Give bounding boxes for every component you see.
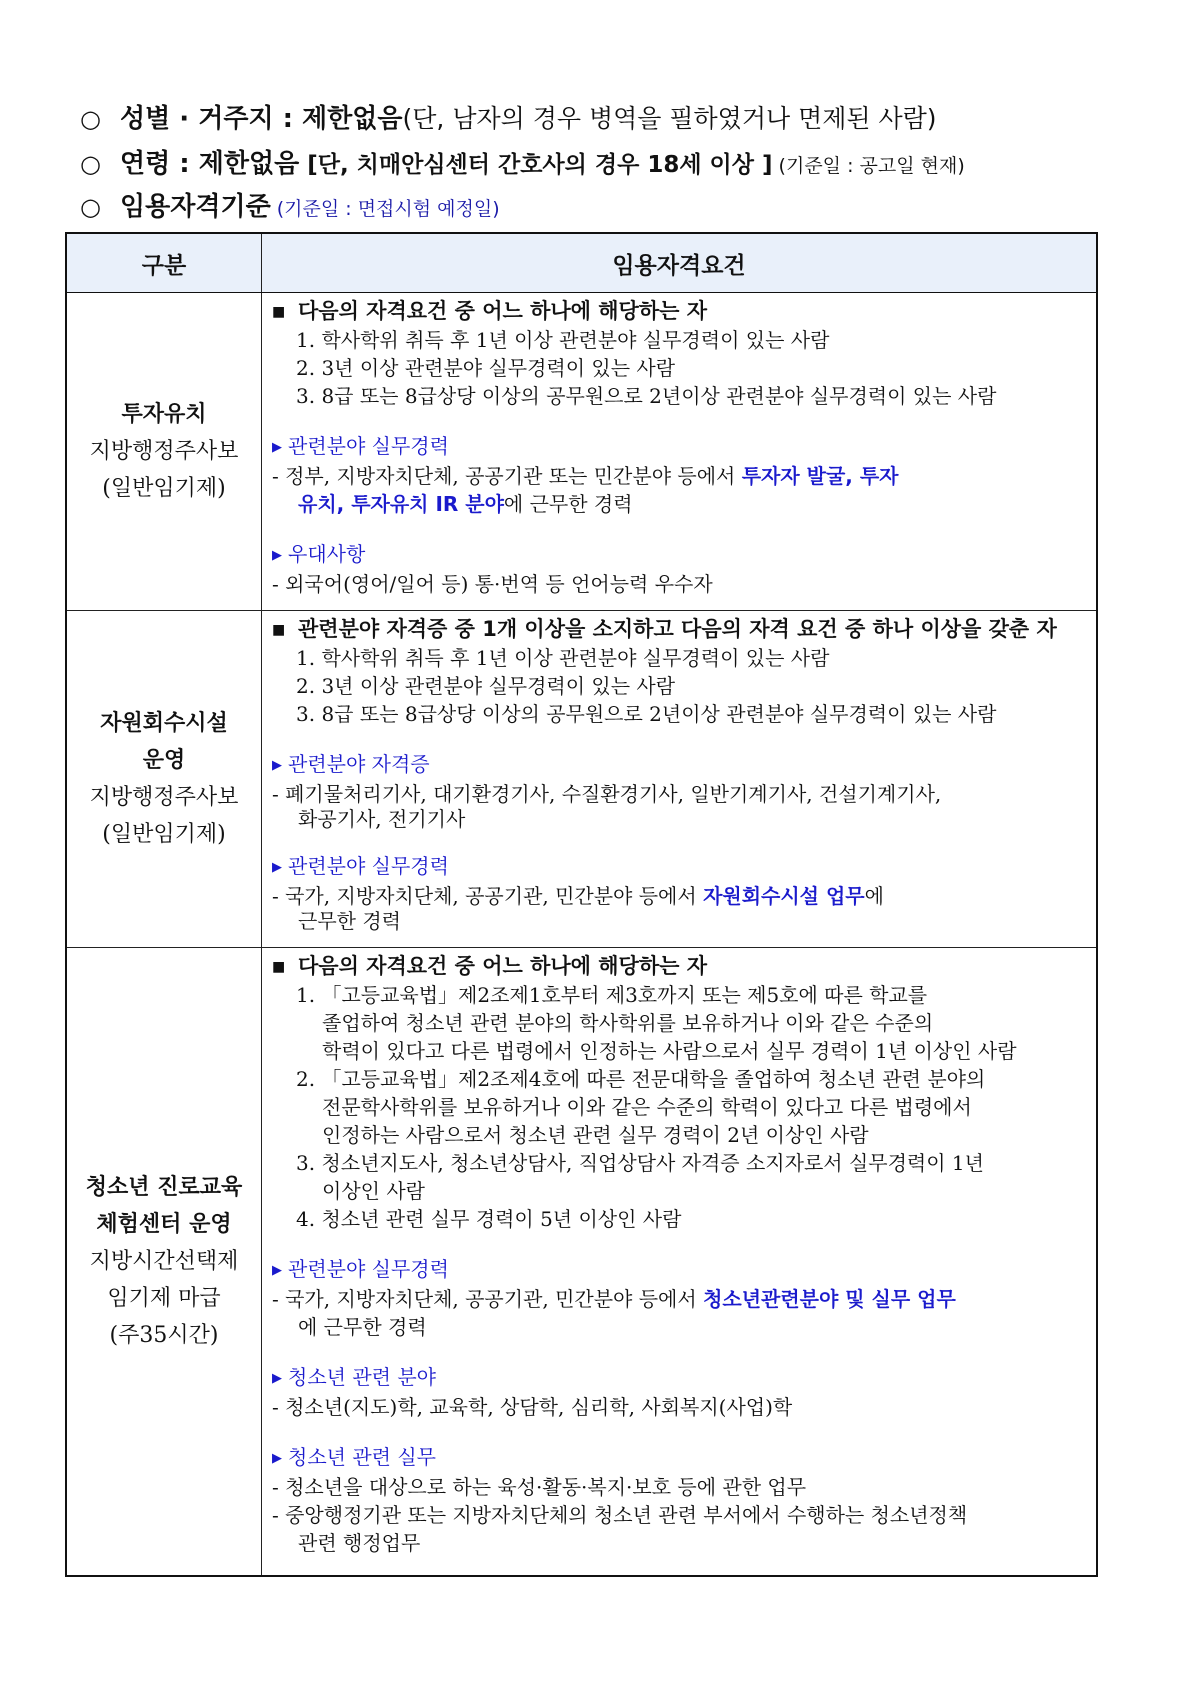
qualification-table [65, 232, 1098, 1577]
qualification-standards-title [80, 186, 500, 223]
section-heading [272, 1443, 1092, 1473]
text-segment: 3. 8급 또는 8급상당 이상의 공무원으로 2년이상 관련분야 실무경력이 있는 사람 [296, 702, 997, 726]
category-label-line: 지방행정주사보 [89, 439, 239, 464]
category-label-line: (일반임기제) [102, 822, 226, 847]
section-heading [272, 1363, 1092, 1393]
requirement-heading [272, 297, 1092, 326]
category-label-line: 체험센터 운영 [96, 1212, 232, 1237]
text-segment: 1. 학사학위 취득 후 1년 이상 관련분야 실무경력이 있는 사람 [296, 328, 830, 352]
triangle-bullet-icon: ▶ [272, 1371, 282, 1386]
requirement-line [272, 1285, 1092, 1313]
header-bold-text: 연령 : 제한없음 [120, 149, 300, 179]
text-segment: 관련분야 자격증 [288, 752, 430, 776]
requirement-line [272, 1313, 1092, 1341]
highlighted-text: 청소년관련분야 및 실무 업무 [703, 1287, 956, 1311]
column-header-category: 구분 [66, 233, 262, 293]
requirement-line [272, 1177, 1092, 1205]
requirement-line [272, 382, 1092, 410]
requirement-line [272, 1065, 1092, 1093]
triangle-bullet-icon: ▶ [272, 1263, 282, 1278]
requirement-line [272, 1009, 1092, 1037]
header-small-text: (기준일 : 공고일 현재) [772, 155, 965, 177]
text-segment: 2. 3년 이상 관련분야 실무경력이 있는 사람 [296, 356, 676, 380]
category-label-line: (일반임기제) [102, 476, 226, 501]
text-segment: 에 근무한 경력 [503, 492, 633, 516]
text-segment: - 폐기물처리기사, 대기환경기사, 수질환경기사, 일반기계기사, 건설기계기사, [272, 782, 942, 806]
row-category-cell [66, 948, 262, 1577]
text-segment: 3. 청소년지도사, 청소년상담사, 직업상담사 자격증 소지자로서 실무경력이 1년 [296, 1151, 984, 1175]
header-small-text: (기준일 : 면접시험 예정일) [270, 198, 500, 220]
eligibility-age [80, 143, 965, 180]
text-segment: 졸업하여 청소년 관련 분야의 학사학위를 보유하거나 이와 같은 수준의 [322, 1011, 934, 1035]
highlighted-text: 유치, 투자유치 IR 분야 [298, 492, 504, 516]
text-segment: - 청소년을 대상으로 하는 육성·활동·복지·보호 등에 관한 업무 [272, 1475, 807, 1499]
text-segment: 화공기사, 전기기사 [298, 807, 466, 831]
square-bullet-icon: ■ [272, 304, 286, 320]
text-segment: - 국가, 지방자치단체, 공공기관, 민간분야 등에서 [272, 1287, 704, 1311]
text-segment: 학력이 있다고 다른 법령에서 인정하는 사람으로서 실무 경력이 1년 이상인 사람 [322, 1039, 1017, 1063]
circle-bullet-icon: ○ [80, 105, 101, 133]
requirement-line [272, 570, 1092, 598]
eligibility-gender-residence [80, 98, 937, 135]
section-heading [272, 540, 1092, 570]
requirement-line [272, 882, 1092, 910]
text-segment: 근무한 경력 [298, 909, 401, 933]
text-segment: 청소년 관련 실무 [288, 1445, 436, 1469]
requirement-line [272, 1393, 1092, 1421]
category-label-line: 운영 [142, 748, 186, 773]
row-requirements-cell [262, 948, 1098, 1577]
section-heading [272, 750, 1092, 780]
category-label-line: (주35시간) [109, 1323, 219, 1348]
requirement-line [272, 1529, 1092, 1557]
text-segment: - 중앙행정기관 또는 지방자치단체의 청소년 관련 부서에서 수행하는 청소년정책 [272, 1503, 968, 1527]
circle-bullet-icon: ○ [80, 193, 101, 221]
requirement-heading [272, 952, 1092, 981]
requirement-line [272, 700, 1092, 728]
row-category-cell [66, 293, 262, 611]
section-heading [272, 432, 1092, 462]
table-header-row [66, 233, 1097, 293]
requirement-line [272, 354, 1092, 382]
header-normal-text: (단, 남자의 경우 병역을 필하였거나 면제된 사람) [402, 104, 937, 133]
square-bullet-icon: ■ [272, 622, 286, 638]
requirement-line [272, 672, 1092, 700]
text-segment: 관련분야 자격증 중 1개 이상을 소지하고 다음의 자격 요건 중 하나 이상을 갖춘 자 [298, 617, 1057, 641]
header-normal-text: [단, 치매안심센터 간호사의 경우 18세 이상 ] [299, 152, 773, 178]
highlighted-text: 투자자 발굴, 투자 [741, 464, 899, 488]
text-segment: 관련분야 실무경력 [288, 434, 449, 458]
category-label-line: 투자유치 [121, 402, 207, 427]
text-segment: 2. 3년 이상 관련분야 실무경력이 있는 사람 [296, 674, 676, 698]
text-segment: 청소년 관련 분야 [288, 1365, 436, 1389]
requirement-line [272, 462, 1092, 490]
text-segment: 관련분야 실무경력 [288, 854, 449, 878]
text-segment: 관련분야 실무경력 [288, 1257, 449, 1281]
requirement-line [272, 1093, 1092, 1121]
requirement-heading [272, 615, 1092, 644]
header-bold-text: 성별 · 거주지 : 제한없음 [120, 104, 403, 134]
triangle-bullet-icon: ▶ [272, 758, 282, 773]
text-segment: 다음의 자격요건 중 어느 하나에 해당하는 자 [298, 299, 708, 323]
requirement-line [272, 981, 1092, 1009]
text-segment: 다음의 자격요건 중 어느 하나에 해당하는 자 [298, 954, 708, 978]
text-segment: 2. 「고등교육법」제2조제4호에 따른 전문대학을 졸업하여 청소년 관련 분야의 [296, 1067, 986, 1091]
requirement-line [272, 1121, 1092, 1149]
requirement-line [272, 1037, 1092, 1065]
triangle-bullet-icon: ▶ [272, 440, 282, 455]
triangle-bullet-icon: ▶ [272, 1451, 282, 1466]
text-segment: 1. 「고등교육법」제2조제1호부터 제3호까지 또는 제5호에 따른 학교를 [296, 983, 928, 1007]
text-segment: - 청소년(지도)학, 교육학, 상담학, 심리학, 사회복지(사업)학 [272, 1395, 793, 1419]
text-segment: 4. 청소년 관련 실무 경력이 5년 이상인 사람 [296, 1207, 682, 1231]
requirement-line [272, 1473, 1092, 1501]
requirement-line [272, 1149, 1092, 1177]
requirement-line [272, 326, 1092, 354]
category-label-line: 지방행정주사보 [89, 785, 239, 810]
text-segment: - 국가, 지방자치단체, 공공기관, 민간분야 등에서 [272, 884, 704, 908]
text-segment: 에 근무한 경력 [298, 1315, 427, 1339]
highlighted-text: 자원회수시설 업무 [703, 884, 865, 908]
table-row [66, 293, 1097, 611]
text-segment: - 외국어(영어/일어 등) 통·번역 등 언어능력 우수자 [272, 572, 713, 596]
category-label-line: 지방시간선택제 [89, 1249, 239, 1274]
triangle-bullet-icon: ▶ [272, 548, 282, 563]
row-category-cell [66, 611, 262, 948]
text-segment: 인정하는 사람으로서 청소년 관련 실무 경력이 2년 이상인 사람 [322, 1123, 869, 1147]
section-heading [272, 852, 1092, 882]
requirement-line [272, 910, 1092, 932]
table-row [66, 611, 1097, 948]
requirement-line [272, 1501, 1092, 1529]
category-label-line: 청소년 진로교육 [85, 1175, 243, 1200]
text-segment: 관련 행정업무 [298, 1531, 421, 1555]
requirement-line [272, 644, 1092, 672]
text-segment: 우대사항 [288, 542, 366, 566]
requirement-line [272, 490, 1092, 518]
text-segment: 3. 8급 또는 8급상당 이상의 공무원으로 2년이상 관련분야 실무경력이 있는 사람 [296, 384, 997, 408]
header-bold-text: 임용자격기준 [120, 192, 271, 222]
text-segment: 전문학사학위를 보유하거나 이와 같은 수준의 학력이 있다고 다른 법령에서 [322, 1095, 972, 1119]
requirement-line [272, 780, 1092, 808]
triangle-bullet-icon: ▶ [272, 860, 282, 875]
row-requirements-cell [262, 293, 1098, 611]
text-segment: - 정부, 지방자치단체, 공공기관 또는 민간분야 등에서 [272, 464, 742, 488]
text-segment: 1. 학사학위 취득 후 1년 이상 관련분야 실무경력이 있는 사람 [296, 646, 830, 670]
category-label-line: 자원회수시설 [100, 711, 228, 736]
square-bullet-icon: ■ [272, 959, 286, 975]
text-segment: 이상인 사람 [322, 1179, 425, 1203]
requirement-line [272, 1205, 1092, 1233]
category-label-line: 임기제 마급 [107, 1286, 221, 1311]
requirement-line [272, 808, 1092, 830]
row-requirements-cell [262, 611, 1098, 948]
section-heading [272, 1255, 1092, 1285]
table-row [66, 948, 1097, 1577]
column-header-requirements: 임용자격요건 [262, 233, 1098, 293]
circle-bullet-icon: ○ [80, 150, 101, 178]
text-segment: 에 [864, 884, 884, 908]
